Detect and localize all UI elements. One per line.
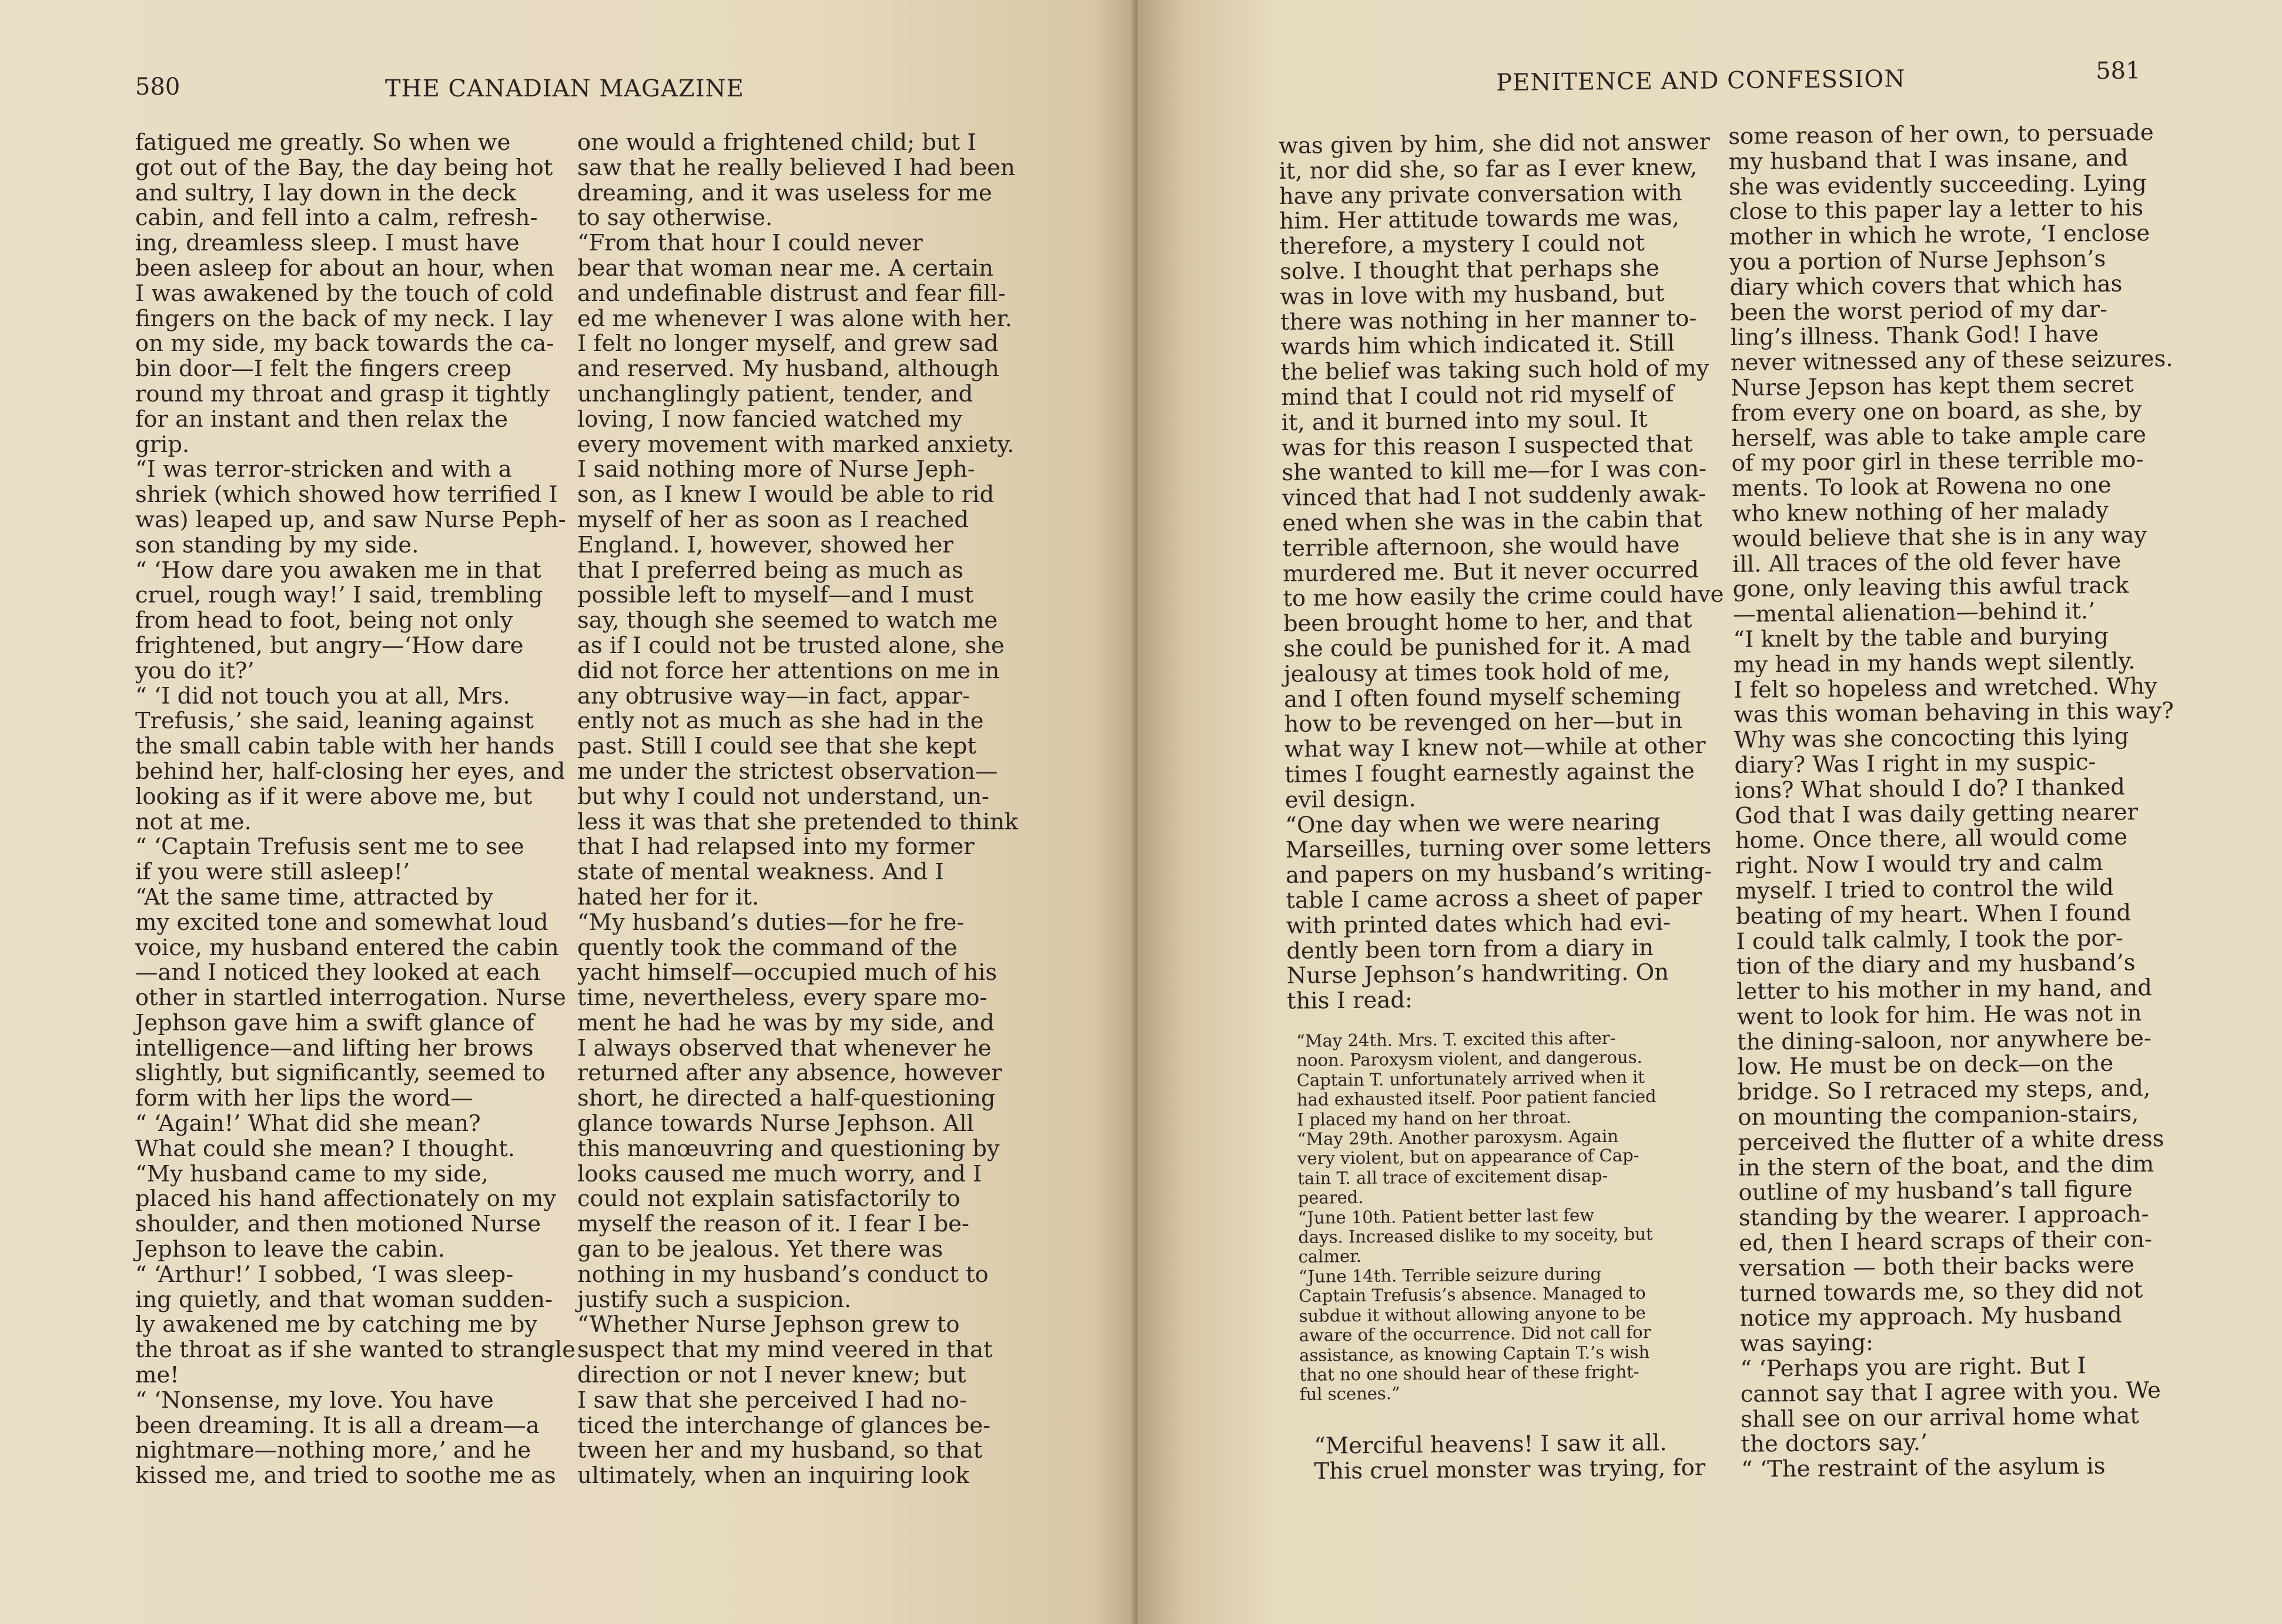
text-line: placed his hand affectionately on my — [135, 1186, 557, 1213]
extract-line: peared. — [1297, 1187, 1364, 1208]
text-line: home. Once there, all would come — [1735, 823, 2128, 855]
text-line: diary? Was I right in my suspic- — [1734, 748, 2096, 779]
text-line: evil design. — [1284, 785, 1416, 813]
text-line: ened when she was in the cabin that — [1282, 506, 1702, 537]
text-line: shall see on our arrival home what — [1740, 1402, 2140, 1433]
text-line: short, he directed a half-questioning — [577, 1085, 996, 1112]
text-line: fatigued me greatly. So when we — [135, 129, 511, 156]
text-line: tween her and my husband, so that — [577, 1437, 983, 1464]
text-line: perceived the flutter of a white dress — [1738, 1125, 2164, 1156]
text-line: “ ‘Again!’ What did she mean? — [135, 1110, 481, 1137]
text-line: on mounting the companion-stairs, — [1738, 1100, 2139, 1131]
text-line: suspect that my mind veered in that — [577, 1337, 993, 1364]
text-line: who knew nothing of her malady — [1732, 497, 2109, 527]
text-line: fingers on the back of my neck. I lay — [135, 305, 553, 332]
text-line: of my poor girl in these terrible mo- — [1731, 446, 2144, 477]
text-line: that I had relapsed into my former — [577, 833, 975, 860]
text-line: from every one on board, as she, by — [1731, 396, 2142, 427]
text-line: “Whether Nurse Jephson grew to — [577, 1311, 960, 1338]
text-line: been asleep for about an hour, when — [135, 255, 554, 282]
text-line: myself. I tried to control the wild — [1735, 874, 2114, 905]
text-line: less it was that she pretended to think — [577, 808, 1019, 835]
text-line: saw that he really believed I had been — [577, 154, 1015, 181]
text-line: ions? What should I do? I thanked — [1734, 774, 2126, 804]
text-line: I felt so hopeless and wretched. Why — [1734, 672, 2157, 704]
extract-line: that no one should hear of these fright- — [1299, 1361, 1639, 1385]
text-line: as if I could not be trusted alone, she — [577, 632, 1005, 659]
text-line: Nurse Jepson has kept them secret — [1731, 371, 2134, 401]
text-line: “I knelt by the table and burying — [1733, 622, 2109, 653]
text-line: bridge. So I retraced my steps, and, — [1737, 1075, 2151, 1106]
text-line: gone, only leaving this awful track — [1732, 572, 2129, 603]
text-line: tion of the diary and my husband’s — [1736, 949, 2136, 980]
text-line: solve. I thought that perhaps she — [1280, 255, 1660, 285]
text-line: not at me. — [135, 808, 252, 835]
text-line: never witnessed any of these seizures. — [1730, 345, 2173, 377]
text-line: beating of my heart. When I found — [1735, 899, 2132, 930]
text-line: to say otherwise. — [577, 205, 773, 232]
text-line: the belief was taking such hold of my — [1280, 355, 1709, 386]
text-line: “Merciful heavens! I saw it all. — [1313, 1429, 1667, 1459]
text-line: and I often found myself scheming — [1284, 682, 1681, 713]
text-line: turned towards me, so they did not — [1739, 1276, 2143, 1307]
extract-line: Captain Trefusis’s absence. Managed to — [1299, 1283, 1646, 1307]
text-line: this manœuvring and questioning by — [577, 1135, 1000, 1162]
text-line: ment he had he was by my side, and — [577, 1009, 995, 1036]
text-line: and reserved. My husband, although — [577, 356, 999, 383]
text-line: justify such a suspicion. — [577, 1286, 852, 1313]
text-line: was given by him, she did not answer — [1278, 128, 1711, 159]
text-line: could not explain satisfactorily to — [577, 1186, 961, 1213]
text-line: I said nothing more of Nurse Jeph- — [577, 456, 975, 483]
text-line: form with her lips the word— — [135, 1085, 473, 1112]
extract-line: aware of the occurrence. Did not call for — [1299, 1322, 1651, 1346]
text-line: some reason of her own, to persuade — [1728, 119, 2154, 150]
text-line: the small cabin table with her hands — [135, 733, 555, 760]
text-line: in the stern of the boat, and the dim — [1738, 1150, 2154, 1181]
text-line: been dreaming. It is all a dream—a — [135, 1412, 540, 1439]
text-line: “ ‘Captain Trefusis sent me to see — [135, 833, 524, 860]
text-line: “ ‘The restraint of the asylum is — [1741, 1453, 2106, 1484]
extract-line: days. Increased dislike to my soceity, but — [1298, 1224, 1653, 1248]
text-line: what way I knew not—while at other — [1284, 732, 1706, 764]
text-line: was for this reason I suspected that — [1281, 430, 1693, 461]
text-line: I saw that she perceived I had no- — [577, 1387, 967, 1414]
text-line: looks caused me much worry, and I — [577, 1160, 982, 1187]
text-line: herself, was able to take ample care — [1731, 421, 2147, 452]
text-line: direction or not I never knew; but — [577, 1362, 966, 1389]
text-line: son, as I knew I would be able to rid — [577, 481, 995, 508]
text-line: would believe that she is in any way — [1732, 521, 2147, 553]
diary-extract — [1296, 1028, 1688, 1405]
text-line: close to this paper lay a letter to his — [1729, 195, 2144, 226]
extract-line: very violent, but on appearance of Cap- — [1297, 1145, 1639, 1169]
text-line: bear that woman near me. A certain — [577, 255, 993, 282]
text-line: wards him which indicated it. Still — [1280, 330, 1675, 361]
text-line: shriek (which showed how terrified I — [135, 481, 558, 508]
text-line: any obtrusive way—in fact, appar- — [577, 682, 970, 709]
text-line: slightly, but significantly, seemed to — [135, 1060, 546, 1087]
text-line: hated her for it. — [577, 883, 759, 910]
text-line: ill. All traces of the old fever have — [1732, 547, 2122, 578]
page-number-right: 581 — [2096, 57, 2141, 85]
text-line: voice, my husband entered the cabin — [135, 934, 559, 961]
text-line: and papers on my husband’s writing- — [1285, 858, 1712, 889]
text-line: one would a frightened child; but I — [577, 129, 976, 156]
text-line: ed, then I heard scraps of their con- — [1739, 1226, 2153, 1257]
text-line: table I came across a sheet of paper — [1286, 883, 1702, 914]
text-line: “ ‘How dare you awaken me in that — [135, 557, 541, 584]
text-line: went to look for him. He was not in — [1736, 1000, 2142, 1030]
text-line: This cruel monster was trying, for — [1314, 1454, 1706, 1485]
text-line: unchanglingly patient, tender, and — [577, 380, 973, 407]
text-line: bin door—I felt the fingers creep — [135, 356, 512, 383]
text-line: the throat as if she wanted to strangle — [135, 1337, 575, 1364]
text-line: gan to be jealous. Yet there was — [577, 1236, 943, 1263]
text-line: Trefusis,’ she said, leaning against — [135, 708, 534, 735]
extract-line: calmer. — [1298, 1246, 1362, 1267]
extract-line: “June 14th. Terrible seizure during — [1298, 1263, 1602, 1287]
text-line: the doctors say.’ — [1741, 1429, 1928, 1458]
text-line: past. Still I could see that she kept — [577, 733, 976, 760]
text-line: “From that hour I could never — [577, 230, 923, 257]
text-line: myself of her as soon as I reached — [577, 506, 969, 533]
text-line: state of mental weakness. And I — [577, 859, 944, 886]
extract-line: noon. Paroxysm violent, and dangerous. — [1296, 1047, 1642, 1071]
extract-line: had exhausted itself. Poor patient fancied — [1296, 1086, 1657, 1110]
text-line: other in startled interrogation. Nurse — [135, 985, 566, 1012]
text-line: ently not as much as she had in the — [577, 708, 984, 735]
text-line: dently been torn from a diary in — [1286, 934, 1654, 965]
text-line: ly awakened me by catching me by — [135, 1311, 538, 1338]
text-line: ling’s illness. Thank God! I have — [1730, 321, 2099, 351]
text-line: have any private conversation with — [1279, 179, 1682, 210]
text-line: possible left to myself—and I must — [577, 582, 974, 609]
text-line: looking as if it were above me, but — [135, 783, 533, 810]
text-line: how to be revenged on her—but in — [1284, 707, 1683, 738]
text-line: on my side, my back towards the ca- — [135, 330, 554, 357]
text-line: round my throat and grasp it tightly — [135, 380, 550, 407]
text-line: and undefinable distrust and fear fill- — [577, 280, 1006, 307]
text-line: for an instant and then relax the — [135, 406, 508, 433]
text-line: this I read: — [1286, 986, 1413, 1015]
text-line: —mental alienation—behind it.’ — [1732, 598, 2096, 628]
extract-line: “June 10th. Patient better last few — [1297, 1204, 1595, 1228]
text-line: say, though she seemed to watch me — [577, 607, 998, 634]
text-line: cannot say that I agree with you. We — [1740, 1377, 2161, 1408]
text-line: mind that I could not rid myself of — [1281, 380, 1674, 411]
extract-line: “May 29th. Another paroxysm. Again — [1297, 1126, 1619, 1150]
text-line: myself the reason of it. I fear I be- — [577, 1211, 969, 1238]
left-page-column-2 — [577, 129, 1019, 1489]
page-number-left: 580 — [135, 73, 180, 101]
text-line: if you were still asleep!’ — [135, 859, 410, 886]
text-line: cruel, rough way!’ I said, trembling — [135, 582, 543, 609]
text-line: was) leaped up, and saw Nurse Peph- — [135, 506, 566, 533]
text-line: with printed dates which had evi- — [1286, 909, 1671, 939]
text-line: she was evidently succeeding. Lying — [1728, 169, 2147, 200]
text-line: Why was she concocting this lying — [1734, 723, 2129, 754]
extract-line: I placed my hand on her throat. — [1297, 1107, 1572, 1130]
text-line: low. He must be on deck—on the — [1737, 1050, 2114, 1081]
text-line: glance towards Nurse Jephson. All — [577, 1110, 974, 1137]
text-line: she could be punished for it. A mad — [1283, 632, 1691, 662]
text-line: “One day when we were nearing — [1285, 808, 1661, 839]
text-line: —and I noticed they looked at each — [135, 959, 541, 986]
text-line: behind her, half-closing her eyes, and — [135, 758, 566, 785]
text-line: from head to foot, being not only — [135, 607, 513, 634]
text-line: the dining-saloon, nor anywhere be- — [1736, 1024, 2152, 1056]
text-line: jealousy at times took hold of me, — [1283, 657, 1671, 688]
text-line: frightened, but angry—‘How dare — [135, 632, 524, 659]
text-line: it, nor did she, so far as I ever knew, — [1279, 153, 1698, 185]
text-line: “At the same time, attracted by — [135, 883, 493, 910]
text-line: ultimately, when an inquiring look — [577, 1462, 969, 1489]
text-line: cabin, and fell into a calm, refresh- — [135, 205, 538, 232]
text-line: “My husband’s duties—for he fre- — [577, 909, 965, 936]
running-head-right: PENITENCE AND CONFESSION — [1496, 65, 1906, 96]
text-line: times I fought earnestly against the — [1284, 758, 1695, 788]
left-page — [0, 0, 1137, 1624]
text-line: terrible afternoon, she would have — [1282, 531, 1680, 562]
text-line: yacht himself—occupied much of his — [577, 959, 998, 986]
text-line: intelligence—and lifting her brows — [135, 1034, 534, 1062]
text-line: I felt no longer myself, and grew sad — [577, 330, 999, 357]
text-line: standing by the wearer. I approach- — [1738, 1201, 2149, 1232]
text-line: returned after any absence, however — [577, 1060, 1002, 1087]
text-line: to me how easily the crime could have — [1283, 581, 1724, 612]
text-line: been brought home to her, and that — [1283, 607, 1692, 638]
text-line: was in love with my husband, but — [1280, 280, 1665, 310]
right-page-column-1 — [1278, 128, 1724, 1015]
running-head-left: THE CANADIAN MAGAZINE — [385, 75, 744, 102]
text-line: was this woman behaving in this way? — [1734, 698, 2174, 729]
text-line: and sultry, I lay down in the deck — [135, 179, 516, 206]
extract-line: subdue it without allowing anyone to be — [1299, 1302, 1646, 1326]
right-page-column-2 — [1728, 119, 2174, 1484]
text-line: loving, I now fancied watched my — [577, 406, 963, 433]
text-line: notice my approach. My husband — [1739, 1302, 2122, 1332]
text-line: “ ‘Perhaps you are right. But I — [1740, 1352, 2086, 1382]
text-line: outline of my husband’s tall figure — [1738, 1176, 2133, 1207]
text-line: shoulder, and then motioned Nurse — [135, 1211, 541, 1238]
text-line: grip. — [135, 431, 190, 458]
text-line: nightmare—nothing more,’ and he — [135, 1437, 531, 1464]
text-line: Marseilles, turning over some letters — [1285, 833, 1712, 864]
text-line: ticed the interchange of glances be- — [577, 1412, 991, 1439]
text-line: me! — [135, 1362, 179, 1389]
text-line: my head in my hands wept silently. — [1733, 648, 2136, 678]
right-page — [1137, 0, 2282, 1624]
text-line: ing, dreamless sleep. I must have — [135, 230, 520, 257]
right-page-column-1-end — [1313, 1429, 1706, 1485]
text-line: Jephson gave him a swift glance of — [135, 1009, 534, 1036]
text-line: nothing in my husband’s conduct to — [577, 1261, 989, 1288]
text-line: got out of the Bay, the day being hot — [135, 154, 553, 181]
extract-line: “May 24th. Mrs. T. excited this after- — [1296, 1027, 1616, 1051]
text-line: versation — both their backs were — [1739, 1251, 2135, 1282]
text-line: my husband that I was insane, and — [1728, 145, 2129, 175]
text-line: Nurse Jephson’s handwriting. On — [1286, 959, 1669, 990]
text-line: ments. To look at Rowena no one — [1731, 471, 2112, 503]
text-line: What could she mean? I thought. — [135, 1135, 516, 1162]
text-line: been the worst period of my dar- — [1729, 296, 2108, 326]
text-line: quently took the command of the — [577, 934, 958, 961]
text-line: him. Her attitude towards me was, — [1279, 204, 1679, 235]
text-line: therefore, a mystery I could not — [1279, 230, 1645, 260]
text-line: kissed me, and tried to soothe me as — [135, 1462, 556, 1489]
extract-line: Captain T. unfortunately arrived when it — [1296, 1067, 1645, 1090]
text-line: I could talk calmly, I took the por- — [1736, 925, 2124, 955]
text-line: did not force her attentions on me in — [577, 657, 1000, 684]
text-line: Jephson to leave the cabin. — [135, 1236, 446, 1263]
text-line: I was awakened by the touch of cold — [135, 280, 554, 307]
left-page-column-1 — [135, 129, 575, 1489]
text-line: “My husband came to my side, — [135, 1160, 488, 1187]
text-line: letter to his mother in my hand, and — [1736, 975, 2153, 1006]
text-line: was saying: — [1739, 1329, 1874, 1358]
text-line: England. I, however, showed her — [577, 531, 953, 558]
text-line: diary which covers that which has — [1729, 270, 2123, 301]
text-line: I always observed that whenever he — [577, 1034, 992, 1062]
text-line: “I was terror-stricken and with a — [135, 456, 512, 483]
text-line: she wanted to kill me—for I was con- — [1281, 456, 1707, 487]
text-line: it, and it burned into my soul. It — [1281, 406, 1648, 436]
extract-line: assistance, as knowing Captain T.’s wish — [1299, 1341, 1650, 1365]
text-line: vinced that had I not suddenly awak- — [1281, 481, 1707, 512]
text-line: mother in which he wrote, ‘I enclose — [1729, 220, 2150, 251]
text-line: time, nevertheless, every spare mo- — [577, 985, 988, 1012]
text-line: ing quietly, and that woman sudden- — [135, 1286, 553, 1313]
text-line: ed me whenever I was alone with her. — [577, 305, 1012, 332]
text-line: but why I could not understand, un- — [577, 783, 989, 810]
text-line: son standing by my side. — [135, 531, 419, 558]
text-line: that I preferred being as much as — [577, 557, 963, 584]
extract-line: tain T. all trace of excitement disap- — [1297, 1165, 1608, 1188]
text-line: there was nothing in her manner to- — [1280, 304, 1697, 336]
text-line: right. Now I would try and calm — [1735, 849, 2103, 880]
text-line: you do it?’ — [135, 657, 255, 684]
text-line: my excited tone and somewhat loud — [135, 909, 548, 936]
text-line: “ ‘Nonsense, my love. You have — [135, 1387, 494, 1414]
text-line: God that I was daily getting nearer — [1735, 798, 2139, 829]
text-line: “ ‘Arthur!’ I sobbed, ‘I was sleep- — [135, 1261, 514, 1288]
text-line: me under the strictest observation— — [577, 758, 998, 785]
text-line: murdered me. But it never occurred — [1282, 556, 1699, 587]
extract-line: ful scenes.” — [1299, 1383, 1401, 1405]
text-line: dreaming, and it was useless for me — [577, 179, 992, 206]
text-line: every movement with marked anxiety. — [577, 431, 1015, 458]
text-line: “ ‘I did not touch you at all, Mrs. — [135, 682, 510, 709]
text-line: you a portion of Nurse Jephson’s — [1729, 245, 2106, 276]
